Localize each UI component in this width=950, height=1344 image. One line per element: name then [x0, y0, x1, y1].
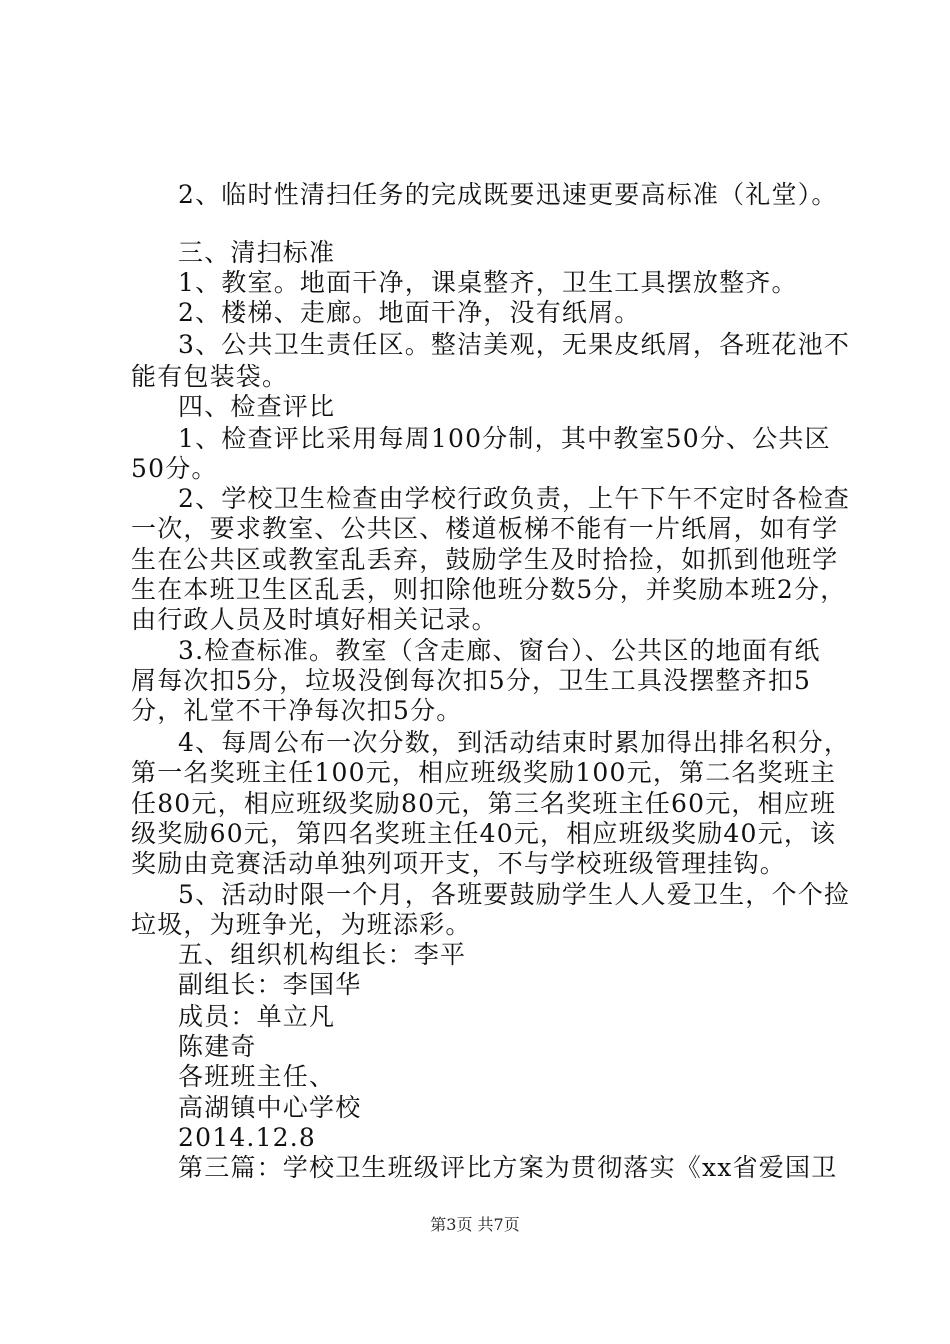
text-line: 生在公共区或教室乱丢弃，鼓励学生及时拾捡，如抓到他班学 — [131, 545, 839, 574]
text-line: 垃圾，为班争光，为班添彩。 — [131, 910, 472, 939]
text-line: 4、每周公布一次分数，到活动结束时累加得出排名积分， — [178, 728, 851, 757]
text-line: 奖励由竞赛活动单独列项开支，不与学校班级管理挂钩。 — [131, 849, 787, 878]
text-line: 副组长：李国华 — [178, 970, 362, 999]
text-line: 2、临时性清扫任务的完成既要迅速更要高标准（礼堂）。 — [178, 180, 838, 209]
text-line: 生在本班卫生区乱丢，则扣除他班分数5分，并奖励本班2分， — [131, 575, 847, 604]
text-line: 成员：单立凡 — [178, 1002, 336, 1031]
date-line: 2014.12.8 — [178, 1123, 317, 1152]
text-line: 任80元，相应班级奖励80元，第三名奖班主任60元，相应班 — [131, 789, 837, 818]
text-line: 屑每次扣5分，垃圾没倒每次扣5分，卫生工具没摆整齐扣5 — [131, 666, 812, 695]
text-line: 1、教室。地面干净，课桌整齐，卫生工具摆放整齐。 — [178, 268, 798, 297]
text-line: 分，礼堂不干净每次扣5分。 — [131, 696, 463, 725]
text-line: 5、活动时限一个月，各班要鼓励学生人人爱卫生，个个捡 — [178, 880, 851, 909]
text-line: 3、公共卫生责任区。整洁美观，无果皮纸屑，各班花池不 — [178, 330, 851, 359]
text-line: 1、检查评比采用每周100分制，其中教室50分、公共区 — [178, 424, 831, 453]
text-line: 第一名奖班主任100元，相应班级奖励100元，第二名奖班主 — [131, 758, 837, 787]
text-line: 级奖励60元，第四名奖班主任40元，相应班级奖励40元，该 — [131, 819, 837, 848]
text-line: 3.检查标准。教室（含走廊、窗台）、公共区的地面有纸 — [178, 636, 821, 665]
text-line: 50分。 — [131, 454, 218, 483]
text-line: 各班班主任、 — [178, 1062, 336, 1091]
text-line: 能有包装袋。 — [131, 362, 289, 391]
text-line: 一次，要求教室、公共区、楼道板梯不能有一片纸屑，如有学 — [131, 514, 839, 543]
text-line: 陈建奇 — [178, 1032, 257, 1061]
text-line: 2、楼梯、走廊。地面干净，没有纸屑。 — [178, 298, 641, 327]
text-line: 第三篇：学校卫生班级评比方案为贯彻落实《xx省爱国卫 — [178, 1153, 838, 1182]
page-number-footer: 第3页 共7页 — [430, 1215, 520, 1234]
section-heading: 四、检查评比 — [178, 392, 336, 421]
text-line: 高湖镇中心学校 — [178, 1093, 362, 1122]
text-line: 2、学校卫生检查由学校行政负责，上午下午不定时各检查 — [178, 484, 851, 513]
text-line: 由行政人员及时填好相关记录。 — [131, 605, 498, 634]
section-heading: 三、清扫标准 — [178, 238, 336, 267]
section-heading: 五、组织机构组长：李平 — [178, 940, 467, 969]
